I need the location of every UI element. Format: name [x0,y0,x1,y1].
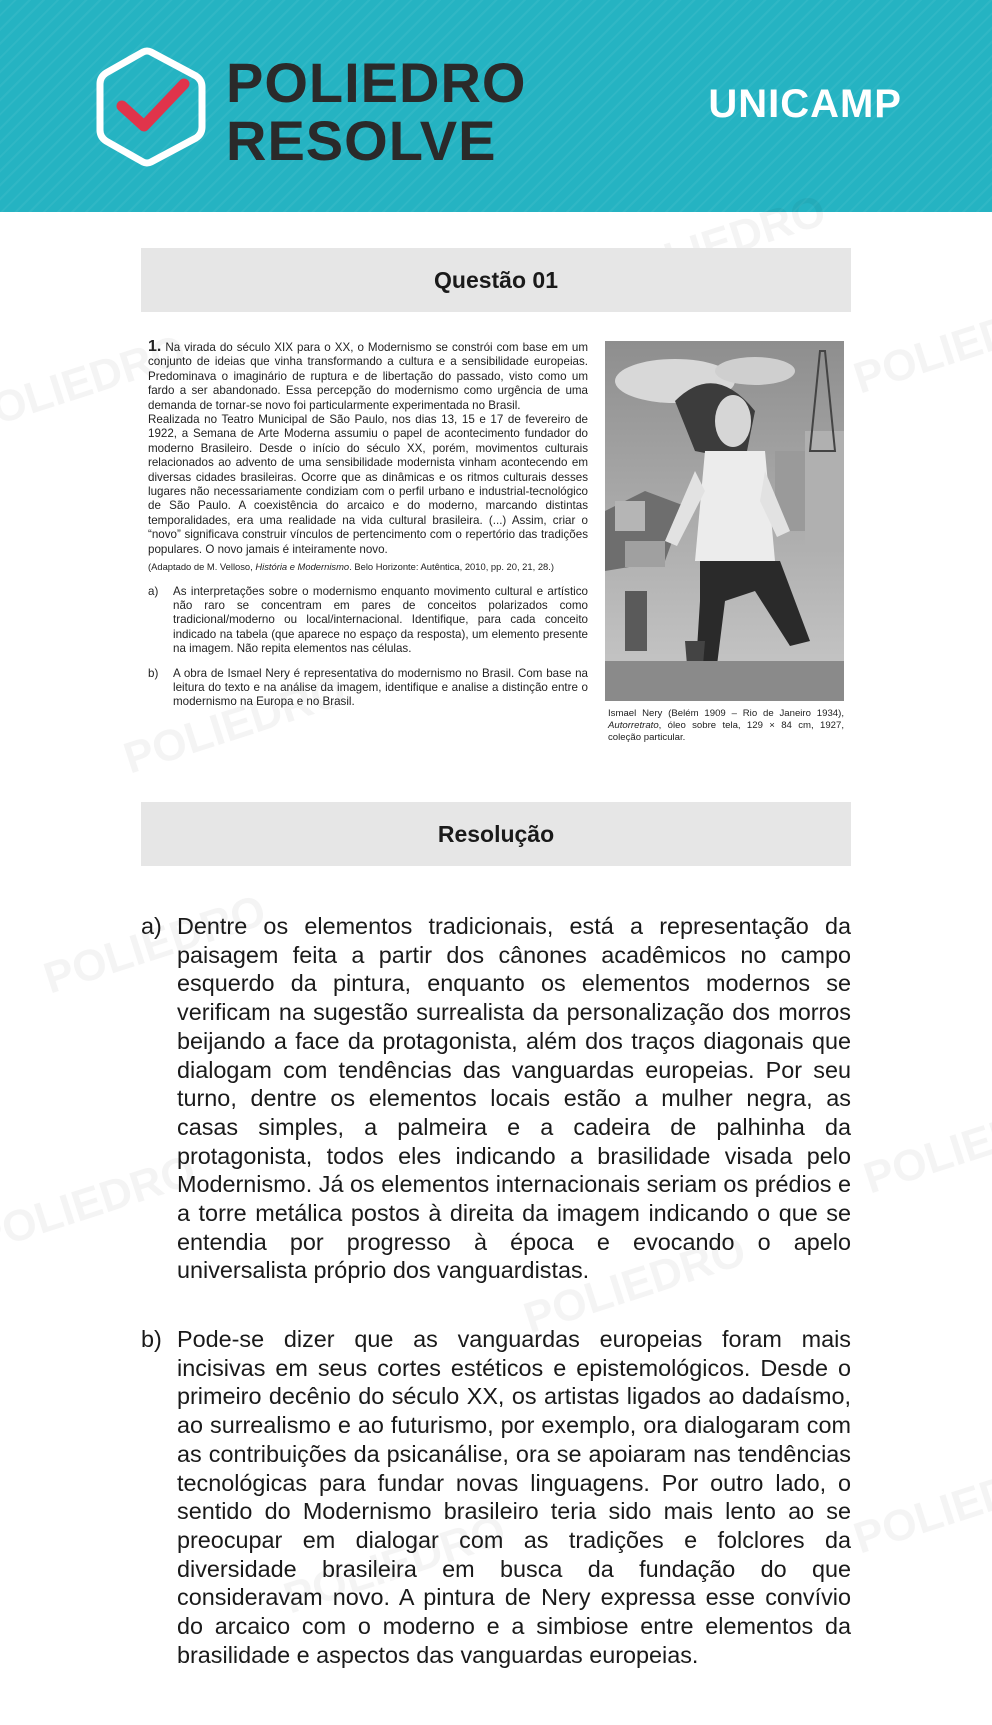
question-paragraph-2: Realizada no Teatro Municipal de São Paulo, nos dias 13, 15 e 17 de fevereiro de 1922, a Semana de Arte Moderna assumiu o papel de acontecimento fundador do moderno Brasileiro. Desde o início do século XX, porém, movimentos culturais relacionados ao advento de uma sensibilidade modernista vinham acontecendo em diversas cidades brasileiras. Ocorre que as dinâmicas e os ritmos culturais desses lugares não necessariamente condiziam com o perfil urbano e industrial-tecnológico de São Paulo. A coexistência do arcaico e do moderno, marcando distintas temporalidades, era uma realidade na vida cultural brasileira. (...) Assim, criar o “novo” significava construir vínculos de pertencimento com o repertório das tradições populares. O novo jamais é inteiramente novo. [148,413,588,556]
question-title: Questão 01 [434,266,558,293]
answer-b [141,1325,851,1669]
watermark-logo [848,1446,992,1565]
brand-line-1: POLIEDRO [226,51,527,114]
check-hexagon-icon [92,44,210,170]
resolution-title: Resolução [437,820,555,847]
question-number: 1. [148,338,162,355]
resolution-title-bar [141,802,851,866]
answer-a [141,912,851,1285]
question-item-b: b) A obra de Ismael Nery é representativa do modernismo no Brasil. Com base na leitura do texto e na análise da imagem, identifique e analise a distinção entre o modernismo na Europa e no Brasil. [148,666,588,709]
question-paragraph-1: 1. Na virada do século XIX para o XX, o Modernismo se constrói com base em um conjunto de ideias que vinha transformando a cultura e a sensibilidade europeias. Predominava o imaginário de ruptura e de libertação do passado, visto como um fardo a ser abandonado. Essa percepção do modernismo como urgência de uma demanda de tornar-se novo foi particularmente experimentada no Brasil. [148,338,588,412]
watermark-logo [848,286,992,405]
answer-a-text: Dentre os elementos tradicionais, está a representação da paisagem feita a partir dos cânones acadêmicos no campo esquerdo da pintura, enquanto os elementos modernos se verificam na sugestão surrealista da personalização dos morros beijando a face da protagonista, além dos traços diagonais que dialogam com tendências das vanguardas europeias. Por seu turno, dentre os elementos locais estão a mulher negra, as casas simples, a palmeira e a cadeira de palhinha da protagonista, todos eles indicando a brasilidade visada pelo Modernismo. Já os elementos internacionais seriam os prédios e a torre metálica postos à direita da imagem indicando o que se entendia por progresso à época e evocando o apelo universalista próprio dos vanguardistas. [177,913,851,1284]
brand-line-2: RESOLVE [226,109,497,172]
painting-caption: Ismael Nery (Belém 1909 – Rio de Janeiro 1934), Autorretrato, óleo sobre tela, 129 × 84 cm, 1927, coleção particular. [608,708,844,743]
exam-name: UNICAMP [708,82,902,126]
question-source: (Adaptado de M. Velloso, História e Modernismo. Belo Horizonte: Autêntica, 2010, pp. 20, 21, 28.) [148,561,554,573]
watermark-logo [858,1086,992,1205]
question-title-bar [141,248,851,312]
question-item-a: a) As interpretações sobre o modernismo enquanto movimento cultural e artístico não raro se concentram em pares de conceitos polarizados como tradicional/moderno ou local/internacional. Identifique, para cada conceito indicado na tabela (que aparece no espaço da resposta), um elemento presente na imagem. Não repita elementos nas células. [148,584,588,656]
answer-b-label: b) [141,1326,162,1352]
painting-image [605,341,844,701]
brand-logotype [226,51,527,172]
answer-b-text: Pode-se dizer que as vanguardas europeias foram mais incisivas em seus cortes estéticos e epistemológicos. Desde o primeiro decênio do século XX, os artistas ligados ao dadaísmo, ao surrealismo e ao futurismo, por exemplo, ora dialogaram com as contribuições da psicanálise, ora se apoiaram nas tendências tecnológicas para fundar novas linguagens. Por outro lado, o sentido do Modernismo brasileiro teria sido mais lento ao se preocupar em dialogar com as tradições e folclores da diversidade brasileira em busca da fundação do que consideravam novo. A pintura de Nery expressa esse convívio do arcaico com o moderno e a simbiose entre elementos da brasilidade e aspectos das vanguardas europeias. [177,1326,851,1668]
answer-a-label: a) [141,913,162,939]
question-statement [148,340,588,720]
header-banner [0,0,992,212]
